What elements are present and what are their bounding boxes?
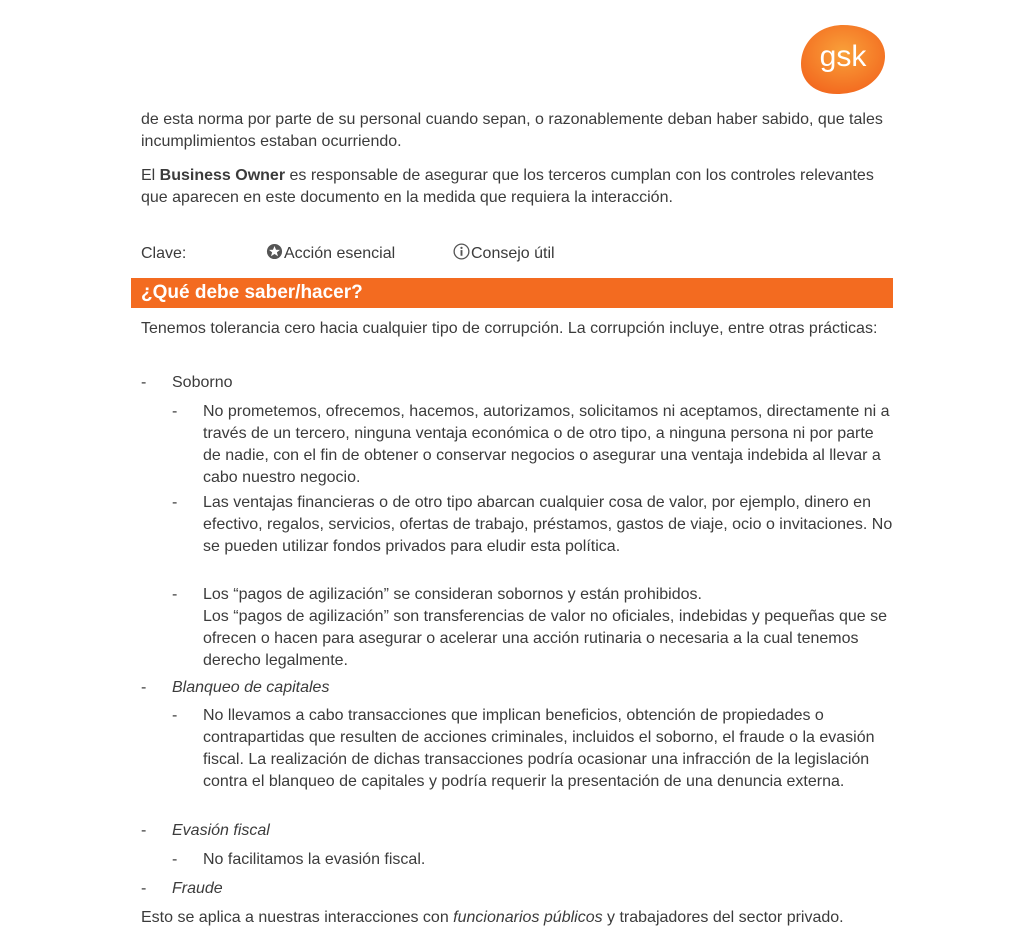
body-intro: Tenemos tolerancia cero hacia cualquier tipo de corrupción. La corrupción incluye, entre otras prácticas: <box>141 320 878 337</box>
topic-soborno: Soborno <box>172 374 233 391</box>
soborno-item-3b: Los “pagos de agilización” son transferencias de valor no oficiales, indebidas y pequeñas que se ofrecen o hacen para asegurar o acelerar una acción rutinaria o necesaria a la cual tenemos derecho legalmente. <box>203 608 887 669</box>
useful-tip-label: Consejo útil <box>471 245 555 262</box>
useful-tip-item <box>453 243 555 265</box>
soborno-item-1: No prometemos, ofrecemos, hacemos, autorizamos, solicitamos ni aceptamos, directamente ni a través de un tercero, ninguna ventaja económica o de otro tipo, a ninguna persona ni por parte de nadie, con el fin de obtener o conservar negocios o asegurar una ventaja indebida al llevar a cabo nuestro negocio. <box>203 403 890 486</box>
essential-action-item <box>266 243 395 265</box>
essential-action-label: Acción esencial <box>284 245 396 262</box>
intro-paragraph-1: de esta norma por parte de su personal cuando sepan, o razonablemente deban haber sabido, que tales incumplimientos estaban ocurriendo. <box>141 111 883 150</box>
bullet-dash: - <box>172 851 178 868</box>
bullet-dash: - <box>172 403 178 420</box>
intro-paragraph-2: El Business Owner es responsable de asegurar que los terceros cumplan con los controles relevantes que aparecen en este documento en la medida que requiera la interacción. <box>141 167 874 206</box>
info-circle-icon <box>453 243 470 260</box>
star-circle-icon <box>266 243 283 260</box>
section-heading: ¿Qué debe saber/hacer? <box>131 278 893 308</box>
closing-paragraph: Esto se aplica a nuestras interacciones con funcionarios públicos y trabajadores del sector privado. <box>141 909 844 926</box>
bullet-dash: - <box>172 707 178 724</box>
key-legend <box>141 243 741 267</box>
soborno-item-2: Las ventajas financieras o de otro tipo abarcan cualquier cosa de valor, por ejemplo, dinero en efectivo, regalos, servicios, ofertas de trabajo, préstamos, gastos de viaje, ocio o invitaciones. No se pueden utilizar fondos privados para eludir esta política. <box>203 494 893 555</box>
evasion-item-1: No facilitamos la evasión fiscal. <box>203 851 426 868</box>
bullet-dash: - <box>141 679 147 696</box>
bullet-dash: - <box>172 586 178 603</box>
topic-evasion: Evasión fiscal <box>172 822 270 839</box>
gsk-logo <box>799 22 887 96</box>
key-label: Clave: <box>141 245 187 262</box>
logo-text: gsk <box>819 40 867 73</box>
bullet-dash: - <box>172 494 178 511</box>
topic-blanqueo: Blanqueo de capitales <box>172 679 330 696</box>
business-owner-term: Business Owner <box>159 167 286 184</box>
topic-fraude: Fraude <box>172 880 223 897</box>
public-officials-term: funcionarios públicos <box>453 909 603 926</box>
soborno-item-3a: Los “pagos de agilización” se consideran sobornos y están prohibidos. <box>203 586 702 603</box>
bullet-dash: - <box>141 822 147 839</box>
blanqueo-item-1: No llevamos a cabo transacciones que implican beneficios, obtención de propiedades o contrapartidas que resulten de acciones criminales, incluidos el soborno, el fraude o la evasión fiscal. La realización de dichas transacciones podría ocasionar una infracción de la legislación contra el blanqueo de capitales y podría requerir la presentación de una denuncia externa. <box>203 707 875 790</box>
bullet-dash: - <box>141 374 147 391</box>
bullet-dash: - <box>141 880 147 897</box>
